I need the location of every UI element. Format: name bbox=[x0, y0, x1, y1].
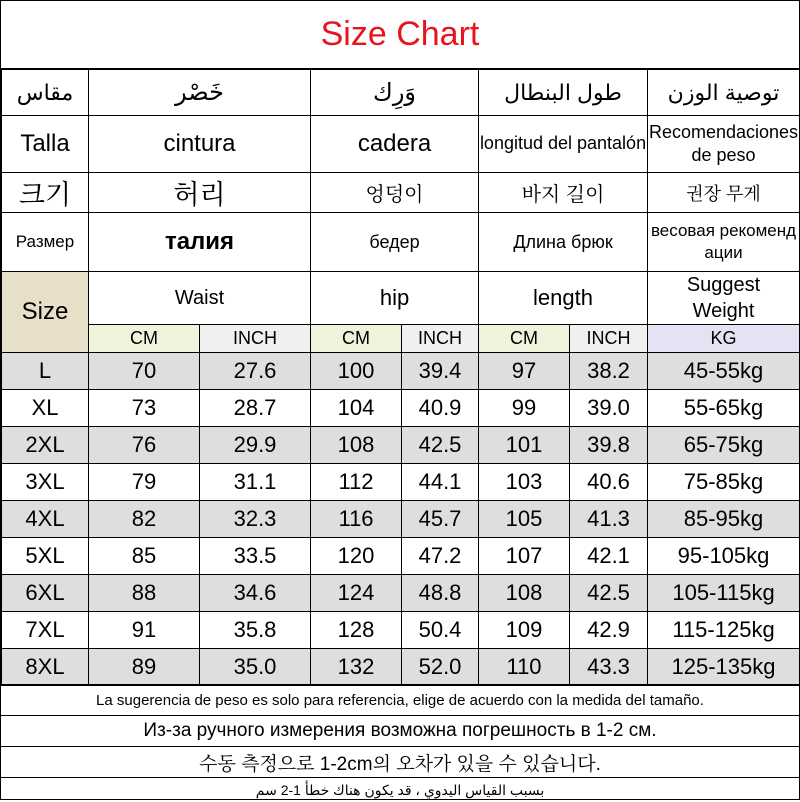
waist-cm-cell: 88 bbox=[89, 575, 200, 612]
hip-inch-cell: 42.5 bbox=[402, 427, 479, 464]
unit-length-inch: INCH bbox=[570, 325, 648, 353]
size-cell: 2XL bbox=[2, 427, 89, 464]
weight-cell: 55-65kg bbox=[648, 390, 800, 427]
unit-hip-cm: CM bbox=[311, 325, 402, 353]
spanish-header-row bbox=[2, 116, 800, 173]
unit-waist-cm: CM bbox=[89, 325, 200, 353]
header-length-english: length bbox=[479, 272, 648, 325]
header-waist-russian: талия bbox=[89, 213, 311, 272]
header-size-arabic: مقاس bbox=[2, 70, 89, 116]
waist-cm-cell: 79 bbox=[89, 464, 200, 501]
hip-cm-cell: 124 bbox=[311, 575, 402, 612]
table-row bbox=[2, 353, 800, 390]
header-length-russian: Длина брюк bbox=[479, 213, 648, 272]
table-row bbox=[2, 501, 800, 538]
chart-title: Size Chart bbox=[1, 1, 799, 69]
hip-cm-cell: 128 bbox=[311, 612, 402, 649]
hip-inch-cell: 48.8 bbox=[402, 575, 479, 612]
length-inch-cell: 43.3 bbox=[570, 649, 648, 686]
hip-inch-cell: 45.7 bbox=[402, 501, 479, 538]
table-row bbox=[2, 427, 800, 464]
header-length-arabic: طول البنطال bbox=[479, 70, 648, 116]
waist-inch-cell: 31.1 bbox=[200, 464, 311, 501]
note-arabic: بسبب القياس اليدوي ، قد يكون هناك خطأ 1-2 سم bbox=[1, 777, 799, 802]
hip-inch-cell: 39.4 bbox=[402, 353, 479, 390]
header-weight-arabic: توصية الوزن bbox=[648, 70, 800, 116]
size-cell: XL bbox=[2, 390, 89, 427]
length-inch-cell: 42.9 bbox=[570, 612, 648, 649]
length-cm-cell: 109 bbox=[479, 612, 570, 649]
length-inch-cell: 39.0 bbox=[570, 390, 648, 427]
hip-inch-cell: 52.0 bbox=[402, 649, 479, 686]
header-hip-russian: бедер bbox=[311, 213, 479, 272]
size-cell: 3XL bbox=[2, 464, 89, 501]
size-cell: L bbox=[2, 353, 89, 390]
hip-inch-cell: 44.1 bbox=[402, 464, 479, 501]
waist-inch-cell: 29.9 bbox=[200, 427, 311, 464]
size-cell: 6XL bbox=[2, 575, 89, 612]
waist-cm-cell: 91 bbox=[89, 612, 200, 649]
length-inch-cell: 39.8 bbox=[570, 427, 648, 464]
waist-inch-cell: 27.6 bbox=[200, 353, 311, 390]
waist-inch-cell: 33.5 bbox=[200, 538, 311, 575]
header-weight-russian: весовая рекомендации bbox=[648, 213, 800, 272]
header-waist-spanish: cintura bbox=[89, 116, 311, 173]
table-row bbox=[2, 649, 800, 686]
waist-inch-cell: 35.0 bbox=[200, 649, 311, 686]
size-cell: 8XL bbox=[2, 649, 89, 686]
size-cell: 7XL bbox=[2, 612, 89, 649]
length-cm-cell: 101 bbox=[479, 427, 570, 464]
length-cm-cell: 108 bbox=[479, 575, 570, 612]
header-size-spanish: Talla bbox=[2, 116, 89, 173]
length-cm-cell: 107 bbox=[479, 538, 570, 575]
hip-cm-cell: 112 bbox=[311, 464, 402, 501]
hip-inch-cell: 47.2 bbox=[402, 538, 479, 575]
waist-cm-cell: 70 bbox=[89, 353, 200, 390]
length-cm-cell: 99 bbox=[479, 390, 570, 427]
english-header-row bbox=[2, 272, 800, 325]
waist-cm-cell: 89 bbox=[89, 649, 200, 686]
notes-section bbox=[1, 684, 799, 802]
hip-inch-cell: 40.9 bbox=[402, 390, 479, 427]
weight-cell: 75-85kg bbox=[648, 464, 800, 501]
note-korean: 수동 측정으로 1-2cm의 오차가 있을 수 있습니다. bbox=[1, 746, 799, 777]
table-row bbox=[2, 390, 800, 427]
hip-inch-cell: 50.4 bbox=[402, 612, 479, 649]
header-weight-spanish: Recomendaciones de peso bbox=[648, 116, 800, 173]
length-cm-cell: 103 bbox=[479, 464, 570, 501]
unit-weight-kg: KG bbox=[648, 325, 800, 353]
waist-cm-cell: 82 bbox=[89, 501, 200, 538]
header-hip-english: hip bbox=[311, 272, 479, 325]
weight-cell: 95-105kg bbox=[648, 538, 800, 575]
header-hip-arabic: وَرِك bbox=[311, 70, 479, 116]
hip-cm-cell: 100 bbox=[311, 353, 402, 390]
header-weight-english: Suggest Weight bbox=[648, 272, 800, 325]
length-cm-cell: 110 bbox=[479, 649, 570, 686]
waist-inch-cell: 35.8 bbox=[200, 612, 311, 649]
length-inch-cell: 41.3 bbox=[570, 501, 648, 538]
hip-cm-cell: 132 bbox=[311, 649, 402, 686]
header-hip-korean: 엉덩이 bbox=[311, 173, 479, 213]
hip-cm-cell: 108 bbox=[311, 427, 402, 464]
waist-inch-cell: 32.3 bbox=[200, 501, 311, 538]
length-inch-cell: 42.1 bbox=[570, 538, 648, 575]
waist-inch-cell: 28.7 bbox=[200, 390, 311, 427]
unit-length-cm: CM bbox=[479, 325, 570, 353]
size-cell: 5XL bbox=[2, 538, 89, 575]
unit-hip-inch: INCH bbox=[402, 325, 479, 353]
header-size-korean: 크기 bbox=[2, 173, 89, 213]
hip-cm-cell: 120 bbox=[311, 538, 402, 575]
hip-cm-cell: 116 bbox=[311, 501, 402, 538]
length-cm-cell: 105 bbox=[479, 501, 570, 538]
weight-cell: 125-135kg bbox=[648, 649, 800, 686]
waist-cm-cell: 76 bbox=[89, 427, 200, 464]
header-length-spanish: longitud del pantalón bbox=[479, 116, 648, 173]
weight-cell: 115-125kg bbox=[648, 612, 800, 649]
note-spanish: La sugerencia de peso es solo para referencia, elige de acuerdo con la medida del tamaño. bbox=[1, 684, 799, 715]
table-row bbox=[2, 464, 800, 501]
waist-inch-cell: 34.6 bbox=[200, 575, 311, 612]
russian-header-row bbox=[2, 213, 800, 272]
note-russian: Из-за ручного измерения возможна погрешность в 1-2 см. bbox=[1, 715, 799, 746]
header-waist-english: Waist bbox=[89, 272, 311, 325]
size-table bbox=[1, 69, 800, 686]
length-inch-cell: 42.5 bbox=[570, 575, 648, 612]
header-waist-arabic: خَصْر bbox=[89, 70, 311, 116]
weight-cell: 85-95kg bbox=[648, 501, 800, 538]
weight-cell: 65-75kg bbox=[648, 427, 800, 464]
table-row bbox=[2, 538, 800, 575]
header-size-english: Size bbox=[2, 272, 89, 353]
waist-cm-cell: 85 bbox=[89, 538, 200, 575]
unit-waist-inch: INCH bbox=[200, 325, 311, 353]
header-hip-spanish: cadera bbox=[311, 116, 479, 173]
length-inch-cell: 38.2 bbox=[570, 353, 648, 390]
weight-cell: 45-55kg bbox=[648, 353, 800, 390]
size-cell: 4XL bbox=[2, 501, 89, 538]
unit-row bbox=[2, 325, 800, 353]
length-cm-cell: 97 bbox=[479, 353, 570, 390]
header-size-russian: Размер bbox=[2, 213, 89, 272]
header-waist-korean: 허리 bbox=[89, 173, 311, 213]
arabic-header-row bbox=[2, 70, 800, 116]
waist-cm-cell: 73 bbox=[89, 390, 200, 427]
length-inch-cell: 40.6 bbox=[570, 464, 648, 501]
hip-cm-cell: 104 bbox=[311, 390, 402, 427]
header-length-korean: 바지 길이 bbox=[479, 173, 648, 213]
table-row bbox=[2, 612, 800, 649]
table-row bbox=[2, 575, 800, 612]
header-weight-korean: 권장 무게 bbox=[648, 173, 800, 213]
weight-cell: 105-115kg bbox=[648, 575, 800, 612]
korean-header-row bbox=[2, 173, 800, 213]
